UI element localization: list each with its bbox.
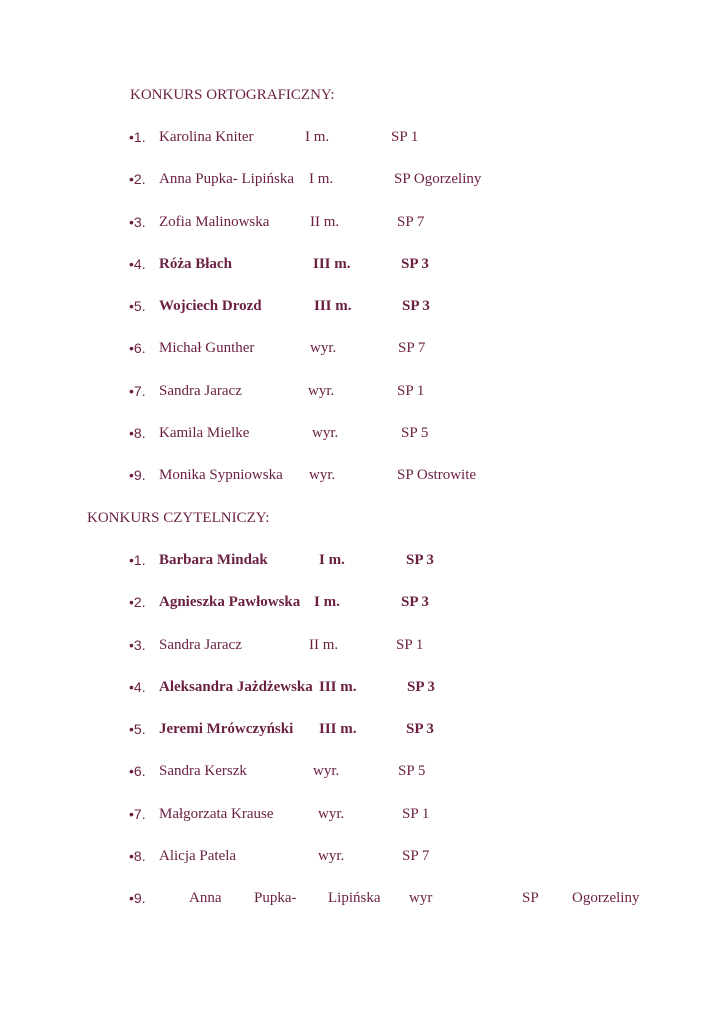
school-label: SP 3 xyxy=(401,594,429,611)
participant-name: Barbara Mindak xyxy=(159,552,268,568)
list-number: •7. xyxy=(129,382,146,399)
school-label: SP 3 xyxy=(407,678,435,695)
participant-name: Anna Pupka- Lipińska xyxy=(159,171,294,188)
list-number: •5. xyxy=(129,298,146,314)
participant-name: Kamila Mielke xyxy=(159,424,250,441)
entry-word: wyr xyxy=(409,890,433,906)
place-label: II m. xyxy=(309,636,339,653)
section-1-title: KONKURS ORTOGRAFICZNY: xyxy=(130,87,335,103)
place-label: I m. xyxy=(319,552,345,568)
place-label: wyr. xyxy=(308,382,335,399)
place-label: wyr. xyxy=(312,424,339,441)
participant-name: Małgorzata Krause xyxy=(159,805,274,822)
list-number: •8. xyxy=(129,424,146,441)
participant-name: Róża Błach xyxy=(159,255,232,272)
participant-name: Michał Gunther xyxy=(159,340,255,357)
list-number: •2. xyxy=(129,171,146,188)
list-number: •3. xyxy=(129,636,146,653)
list-number: •9. xyxy=(129,890,146,906)
participant-name: Monika Sypniowska xyxy=(159,467,283,483)
place-label: II m. xyxy=(310,213,340,230)
list-number: •5. xyxy=(129,721,146,737)
place-label: III m. xyxy=(314,298,352,314)
place-label: I m. xyxy=(309,171,334,188)
school-label: SP Ostrowite xyxy=(397,467,477,483)
list-number: •4. xyxy=(129,678,146,695)
school-label: SP 1 xyxy=(396,636,424,653)
participant-name: Alicja Patela xyxy=(159,847,237,864)
participant-name: Jeremi Mrówczyński xyxy=(159,721,294,737)
entry-word: SP xyxy=(522,890,539,906)
entry-word: Pupka- xyxy=(254,890,297,906)
place-label: wyr. xyxy=(310,340,337,357)
place-label: III m. xyxy=(319,678,357,695)
school-label: SP 5 xyxy=(398,763,426,780)
school-label: SP 7 xyxy=(397,213,425,230)
list-number: •6. xyxy=(129,763,146,780)
participant-name: Sandra Jaracz xyxy=(159,382,242,399)
place-label: III m. xyxy=(313,255,351,272)
place-label: wyr. xyxy=(318,847,345,864)
list-number: •2. xyxy=(129,594,146,611)
participant-name: Agnieszka Pawłowska xyxy=(159,594,301,611)
school-label: SP 1 xyxy=(391,129,419,145)
school-label: SP 3 xyxy=(406,552,434,568)
school-label: SP 5 xyxy=(401,424,429,441)
list-number: •4. xyxy=(129,255,146,272)
school-label: SP 7 xyxy=(398,340,426,357)
place-label: III m. xyxy=(319,721,357,737)
participant-name: Sandra Jaracz xyxy=(159,636,242,653)
participant-name: Karolina Kniter xyxy=(159,129,254,145)
place-label: wyr. xyxy=(309,467,336,483)
school-label: SP 3 xyxy=(401,255,429,272)
school-label: SP Ogorzeliny xyxy=(394,171,482,188)
section-2-title: KONKURS CZYTELNICZY: xyxy=(87,510,270,526)
school-label: SP 1 xyxy=(402,805,430,822)
place-label: I m. xyxy=(314,594,340,611)
school-label: SP 3 xyxy=(406,721,434,737)
list-number: •8. xyxy=(129,847,146,864)
participant-name: Aleksandra Jażdżewska xyxy=(159,678,313,695)
place-label: wyr. xyxy=(313,763,340,780)
place-label: wyr. xyxy=(318,805,345,822)
list-number: •1. xyxy=(129,129,146,145)
school-label: SP 7 xyxy=(402,847,430,864)
list-number: •9. xyxy=(129,467,146,483)
participant-name: Zofia Malinowska xyxy=(159,213,270,230)
list-number: •3. xyxy=(129,213,146,230)
school-label: SP 3 xyxy=(402,298,430,314)
participant-name: Wojciech Drozd xyxy=(159,298,262,314)
entry-word: Anna xyxy=(189,890,222,906)
participant-name: Sandra Kerszk xyxy=(159,763,247,780)
list-number: •1. xyxy=(129,552,146,568)
entry-word: Lipińska xyxy=(328,890,381,906)
list-number: •7. xyxy=(129,805,146,822)
entry-word: Ogorzeliny xyxy=(572,890,640,906)
list-number: •6. xyxy=(129,340,146,357)
place-label: I m. xyxy=(305,129,330,145)
school-label: SP 1 xyxy=(397,382,425,399)
